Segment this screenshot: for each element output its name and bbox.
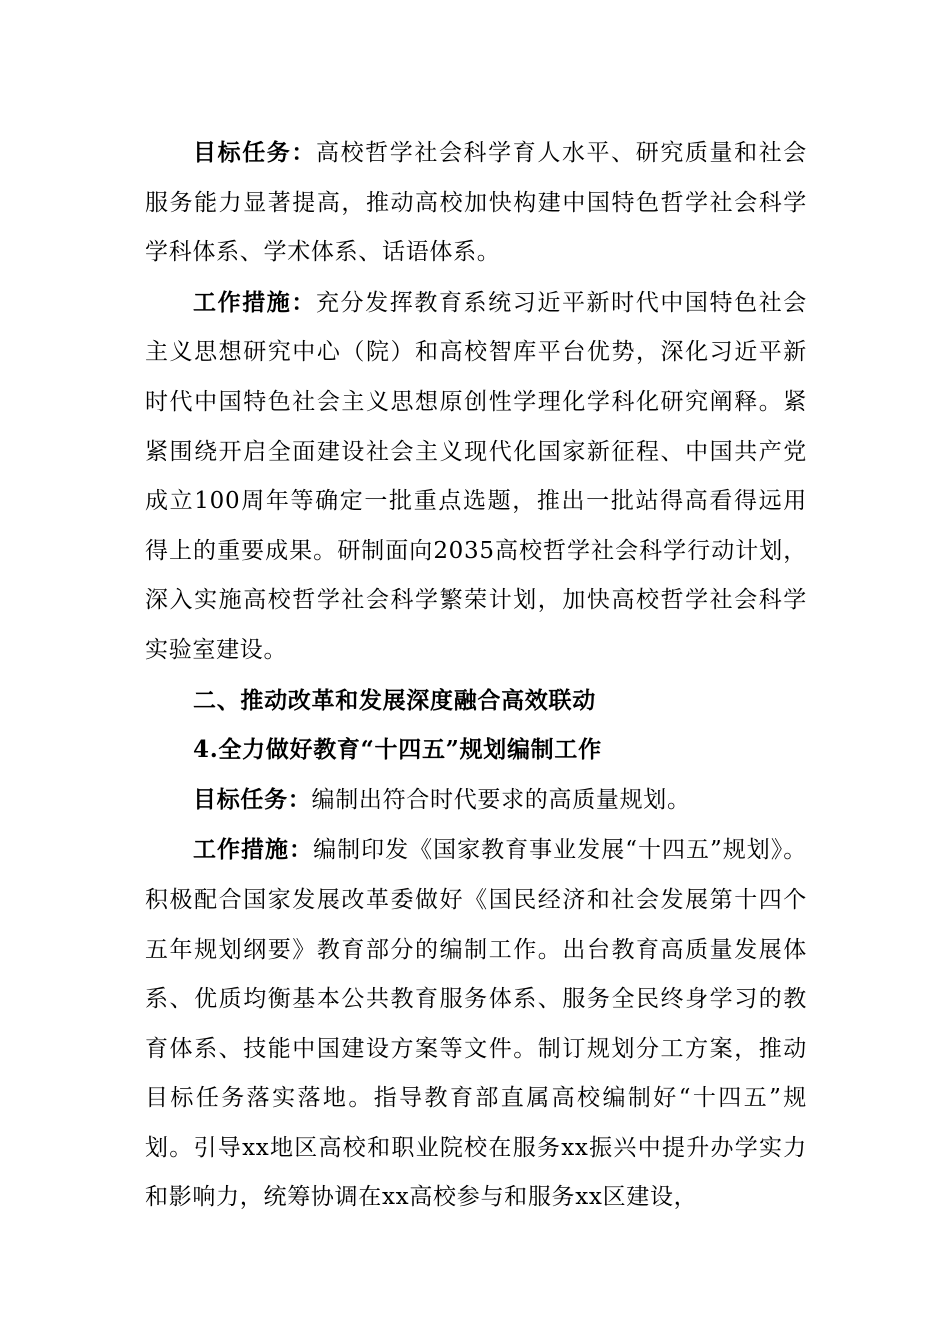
paragraph-label: 目标任务： (193, 139, 316, 166)
paragraph-text: 编制印发《国家教育事业发展“十四五”规划》。积极配合国家发展改革委做好《国民经济和社会发展第十四个五年规划纲要》教育部分的编制工作。出台教育高质量发展体系、优质均衡基本公共教育服务体系、服务全民终身学习的教育体系、技能中国建设方案等文件。制订规划分工方案，推动目标任务落实落地。指导教育部直属高校编制好“十四五”规划。引导xx地区高校和职业院校在服务xx振兴中提升办学实力和影响力，统筹协调在xx高校参与和服务xx区建设， (145, 837, 808, 1211)
paragraph-target-task-1 (145, 128, 807, 278)
paragraph-work-measures-1 (145, 278, 807, 676)
paragraph-text: 高校哲学社会科学育人水平、研究质量和社会服务能力显著提高，推动高校加快构建中国特色哲学社会科学学科体系、学术体系、话语体系。 (145, 140, 808, 266)
document-page (145, 128, 807, 1223)
paragraph-label: 工作措施： (193, 836, 314, 864)
paragraph-target-task-2 (145, 775, 807, 826)
paragraph-label: 工作措施： (193, 288, 316, 316)
section-heading: 二、推动改革和发展深度融合高效联动 (193, 686, 596, 714)
paragraph-label: 目标任务： (193, 785, 312, 813)
paragraph-work-measures-2 (145, 825, 807, 1223)
paragraph-text: 编制出符合时代要求的高质量规划。 (311, 786, 691, 813)
item-heading: 4.全力做好教育“十四五”规划编制工作 (193, 736, 602, 764)
paragraph-text: 充分发挥教育系统习近平新时代中国特色社会主义思想研究中心（院）和高校智库平台优势，深化习近平新时代中国特色社会主义思想原创性学理化学科化研究阐释。紧紧围绕开启全面建设社会主义现代化国家新征程、中国共产党成立100周年等确定一批重点选题，推出一批站得高看得远用得上的重要成果。研制面向2035高校哲学社会科学行动计划，深入实施高校哲学社会科学繁荣计划，加快高校哲学社会科学实验室建设。 (145, 289, 808, 663)
